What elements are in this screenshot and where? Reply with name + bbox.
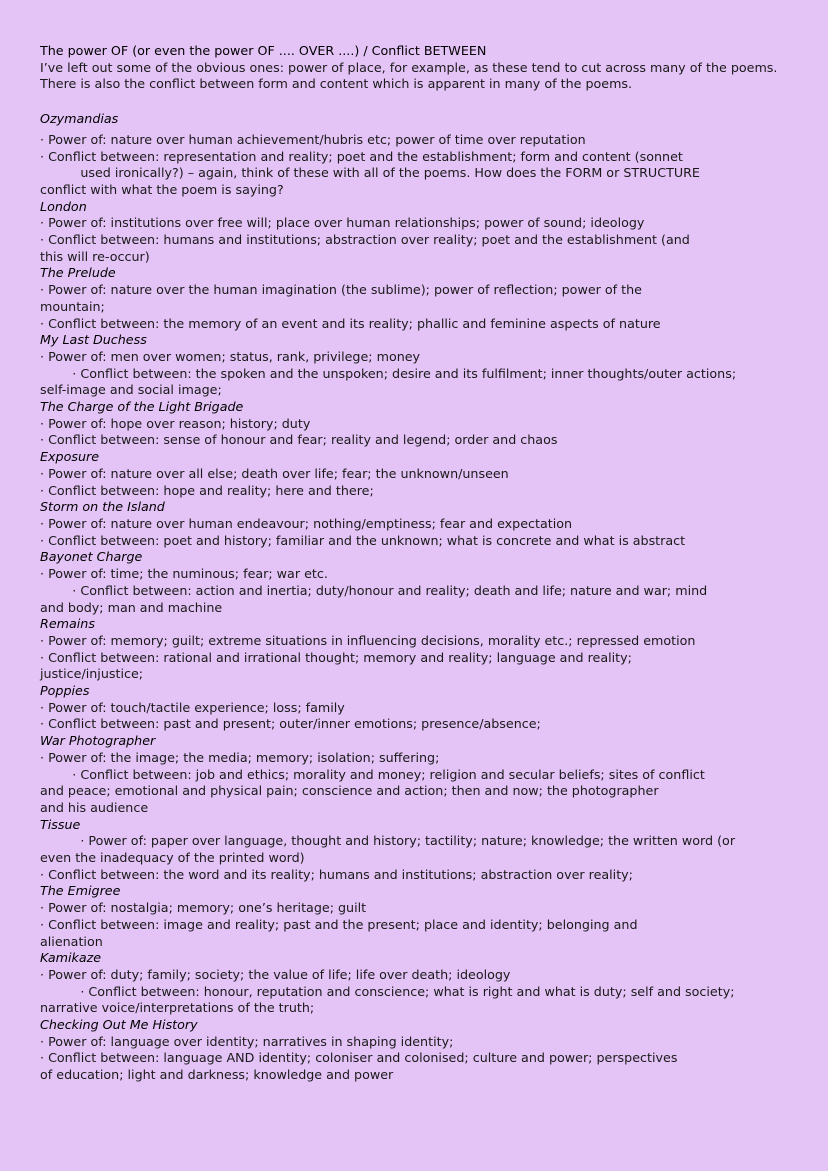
- poem-section: [40, 549, 792, 616]
- poem-title: London: [40, 198, 87, 214]
- poem-title: Remains: [40, 616, 95, 632]
- power-of-line: · Power of: nature over all else; death over life; fear; the unknown/unseen: [40, 465, 509, 481]
- continuation-line: of education; light and darkness; knowledge and power: [40, 1067, 394, 1083]
- continuation-line: even the inadequacy of the printed word): [40, 850, 305, 866]
- poem-title: Storm on the Island: [40, 499, 165, 515]
- power-of-line: · Power of: hope over reason; history; duty: [40, 415, 311, 431]
- continuation-line: and body; man and machine: [40, 599, 223, 615]
- poem-section: [40, 499, 792, 549]
- power-of-line: · Power of: language over identity; narratives in shaping identity;: [40, 1033, 454, 1049]
- power-of-line: · Power of: memory; guilt; extreme situations in influencing decisions, morality etc.; repressed emotion: [40, 632, 696, 648]
- power-of-line: · Power of: the image; the media; memory; isolation; suffering;: [40, 749, 440, 765]
- continuation-line: this will re-occur): [40, 248, 150, 264]
- intro-paragraph: I’ve left out some of the obvious ones: power of place, for example, as these tend to cut across many of the poems. There is also the conflict between form and content which is apparent in many of the poems.: [40, 59, 778, 92]
- poem-title: Kamikaze: [40, 950, 102, 966]
- poem-title: The Charge of the Light Brigade: [40, 399, 244, 415]
- poem-section: [40, 733, 792, 817]
- power-of-line: · Power of: nostalgia; memory; one’s heritage; guilt: [40, 900, 367, 916]
- continuation-line: and peace; emotional and physical pain; conscience and action; then and now; the photographer: [40, 783, 659, 799]
- poem-section: [40, 1017, 792, 1084]
- continuation-line: justice/injustice;: [40, 666, 144, 682]
- poem-title: My Last Duchess: [40, 332, 147, 348]
- continuation-line: conflict with what the poem is saying?: [40, 181, 284, 197]
- poem-section: [40, 817, 792, 884]
- conflict-between-line: · Conflict between: the word and its reality; humans and institutions; abstraction over reality;: [40, 866, 633, 882]
- poem-section: [40, 332, 792, 399]
- poem-title: Bayonet Charge: [40, 549, 143, 565]
- conflict-between-line: · Conflict between: the memory of an event and its reality; phallic and feminine aspects of nature: [40, 315, 661, 331]
- power-of-line: · Power of: nature over human achievement/hubris etc; power of time over reputation: [40, 131, 586, 147]
- power-of-line: · Power of: institutions over free will; place over human relationships; power of sound; ideology: [40, 215, 645, 231]
- document-heading: The power OF (or even the power OF .... OVER ....) / Conflict BETWEEN: [40, 43, 487, 58]
- continuation-line: used ironically?) – again, think of these with all of the poems. How does the FORM or STRUCTURE: [40, 165, 700, 181]
- poem-section: [40, 616, 792, 683]
- poem-title: Ozymandias: [40, 111, 119, 127]
- power-of-line: · Power of: duty; family; society; the value of life; life over death; ideology: [40, 966, 511, 982]
- conflict-between-line: · Conflict between: sense of honour and fear; reality and legend; order and chaos: [40, 432, 558, 448]
- conflict-between-line: · Conflict between: language AND identity; coloniser and colonised; culture and power; perspectives: [40, 1050, 678, 1066]
- poem-title: The Emigree: [40, 883, 121, 899]
- poem-section: [40, 399, 792, 449]
- conflict-between-line: · Conflict between: poet and history; familiar and the unknown; what is concrete and what is abstract: [40, 532, 686, 548]
- poem-title: War Photographer: [40, 733, 156, 749]
- conflict-between-line: · Conflict between: job and ethics; morality and money; religion and secular beliefs; sites of conflict: [40, 766, 705, 782]
- conflict-between-line: · Conflict between: representation and reality; poet and the establishment; form and content (sonnet: [40, 148, 683, 164]
- continuation-line: mountain;: [40, 298, 105, 314]
- poem-title: Poppies: [40, 683, 90, 699]
- poem-section: [40, 683, 792, 733]
- power-of-line: · Power of: touch/tactile experience; loss; family: [40, 699, 345, 715]
- poem-section: [40, 950, 792, 1017]
- conflict-between-line: · Conflict between: hope and reality; here and there;: [40, 482, 374, 498]
- poem-section: [40, 449, 792, 499]
- poem-title: The Prelude: [40, 265, 116, 281]
- power-of-line: · Power of: time; the numinous; fear; war etc.: [40, 566, 328, 582]
- continuation-line: alienation: [40, 933, 103, 949]
- continuation-line: narrative voice/interpretations of the truth;: [40, 1000, 315, 1016]
- power-of-line: · Power of: nature over human endeavour; nothing/emptiness; fear and expectation: [40, 515, 573, 531]
- power-of-line: · Power of: men over women; status, rank, privilege; money: [40, 348, 421, 364]
- poem-title: Checking Out Me History: [40, 1017, 198, 1033]
- conflict-between-line: · Conflict between: rational and irrational thought; memory and reality; language and reality;: [40, 649, 632, 665]
- poem-title: Tissue: [40, 816, 81, 832]
- power-of-line: · Power of: paper over language, thought and history; tactility; nature; knowledge; the written word (or: [40, 833, 736, 849]
- poem-section: [40, 199, 792, 266]
- continuation-line: and his audience: [40, 799, 149, 815]
- conflict-between-line: · Conflict between: past and present; outer/inner emotions; presence/absence;: [40, 716, 541, 732]
- conflict-between-line: · Conflict between: honour, reputation and conscience; what is right and what is duty; self and society;: [40, 983, 735, 999]
- continuation-line: self-image and social image;: [40, 382, 222, 398]
- conflict-between-line: · Conflict between: image and reality; past and the present; place and identity; belonging and: [40, 916, 638, 932]
- poem-list: [40, 111, 792, 1084]
- poem-title: Exposure: [40, 449, 100, 465]
- power-of-line: · Power of: nature over the human imagination (the sublime); power of reflection; power of the: [40, 282, 642, 298]
- conflict-between-line: · Conflict between: humans and institutions; abstraction over reality; poet and the establishment (and: [40, 232, 690, 248]
- poem-section: [40, 111, 792, 199]
- poem-section: [40, 883, 792, 950]
- poem-section: [40, 265, 792, 332]
- conflict-between-line: · Conflict between: action and inertia; duty/honour and reality; death and life; nature and war; mind: [40, 582, 708, 598]
- conflict-between-line: · Conflict between: the spoken and the unspoken; desire and its fulfilment; inner thoughts/outer actions;: [40, 365, 737, 381]
